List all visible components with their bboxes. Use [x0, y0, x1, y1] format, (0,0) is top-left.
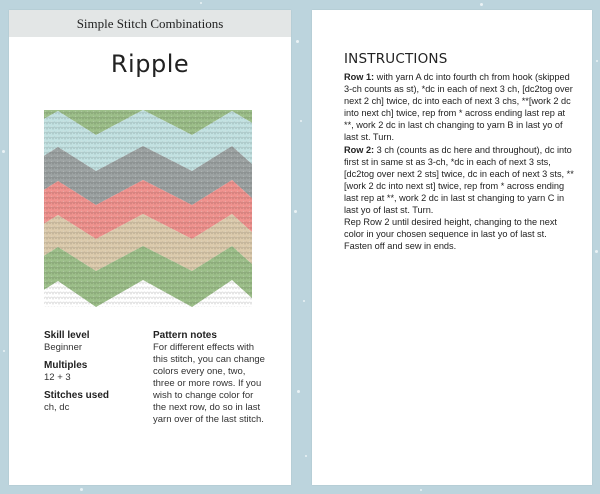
skill-level-label: Skill level	[44, 330, 90, 341]
multiples-label: Multiples	[44, 360, 88, 371]
multiples-value: 12 + 3	[44, 372, 71, 383]
stitches-used-value: ch, dc	[44, 402, 70, 413]
instructions-title: INSTRUCTIONS	[344, 51, 448, 67]
instructions-card	[312, 10, 592, 485]
row-1-text: with yarn A dc into fourth ch from hook (skipped 3-ch counts as st), *dc in each of next 3 ch, [dc2tog over next 2 ch] twice, dc into each of next 3 chs, **[work 2 dc into next ch] twice, rep from * across ending last rep at **, work 2 dc in last ch changing to yarn B in last yo of last st. Turn.	[344, 72, 573, 143]
repeat-instruction: Rep Row 2 until desired height, changing to the next color in your chosen sequence in last yo of last st.	[344, 217, 557, 240]
stitches-used-label: Stitches used	[44, 390, 110, 401]
pattern-specs	[44, 330, 144, 420]
row-1-label: Row 1:	[344, 72, 375, 82]
pattern-notes-text: For different effects with this stitch, you can change colors every one, two, three or more rows. If you wish to change color for the next row, do so in last yarn over of the last stitch.	[153, 342, 265, 425]
row-2-text: 3 ch (counts as dc here and throughout), dc into first st in same st as 3-ch, *dc in each of next 3 sts, [dc2tog over next 2 sts] twice, dc in each of next 3 sts, **[work 2 dc into next st] twice, rep from * across ending last rep at **, work 2 dc in last st changing to yarn C in last yo of last st. Turn.	[344, 144, 574, 216]
instructions-body	[344, 71, 576, 252]
row-2-instruction	[344, 144, 576, 217]
section-header: Simple Stitch Combinations	[9, 10, 291, 37]
pattern-notes-label: Pattern notes	[153, 330, 217, 341]
pattern-title: Ripple	[110, 50, 190, 78]
ripple-swatch-image	[44, 110, 252, 307]
pattern-notes	[153, 330, 265, 426]
skill-level-value: Beginner	[44, 342, 83, 353]
row-2-label: Row 2:	[344, 144, 375, 155]
row-1-instruction	[344, 71, 576, 144]
finish-instruction: Fasten off and sew in ends.	[344, 241, 457, 252]
pattern-card	[9, 10, 291, 485]
